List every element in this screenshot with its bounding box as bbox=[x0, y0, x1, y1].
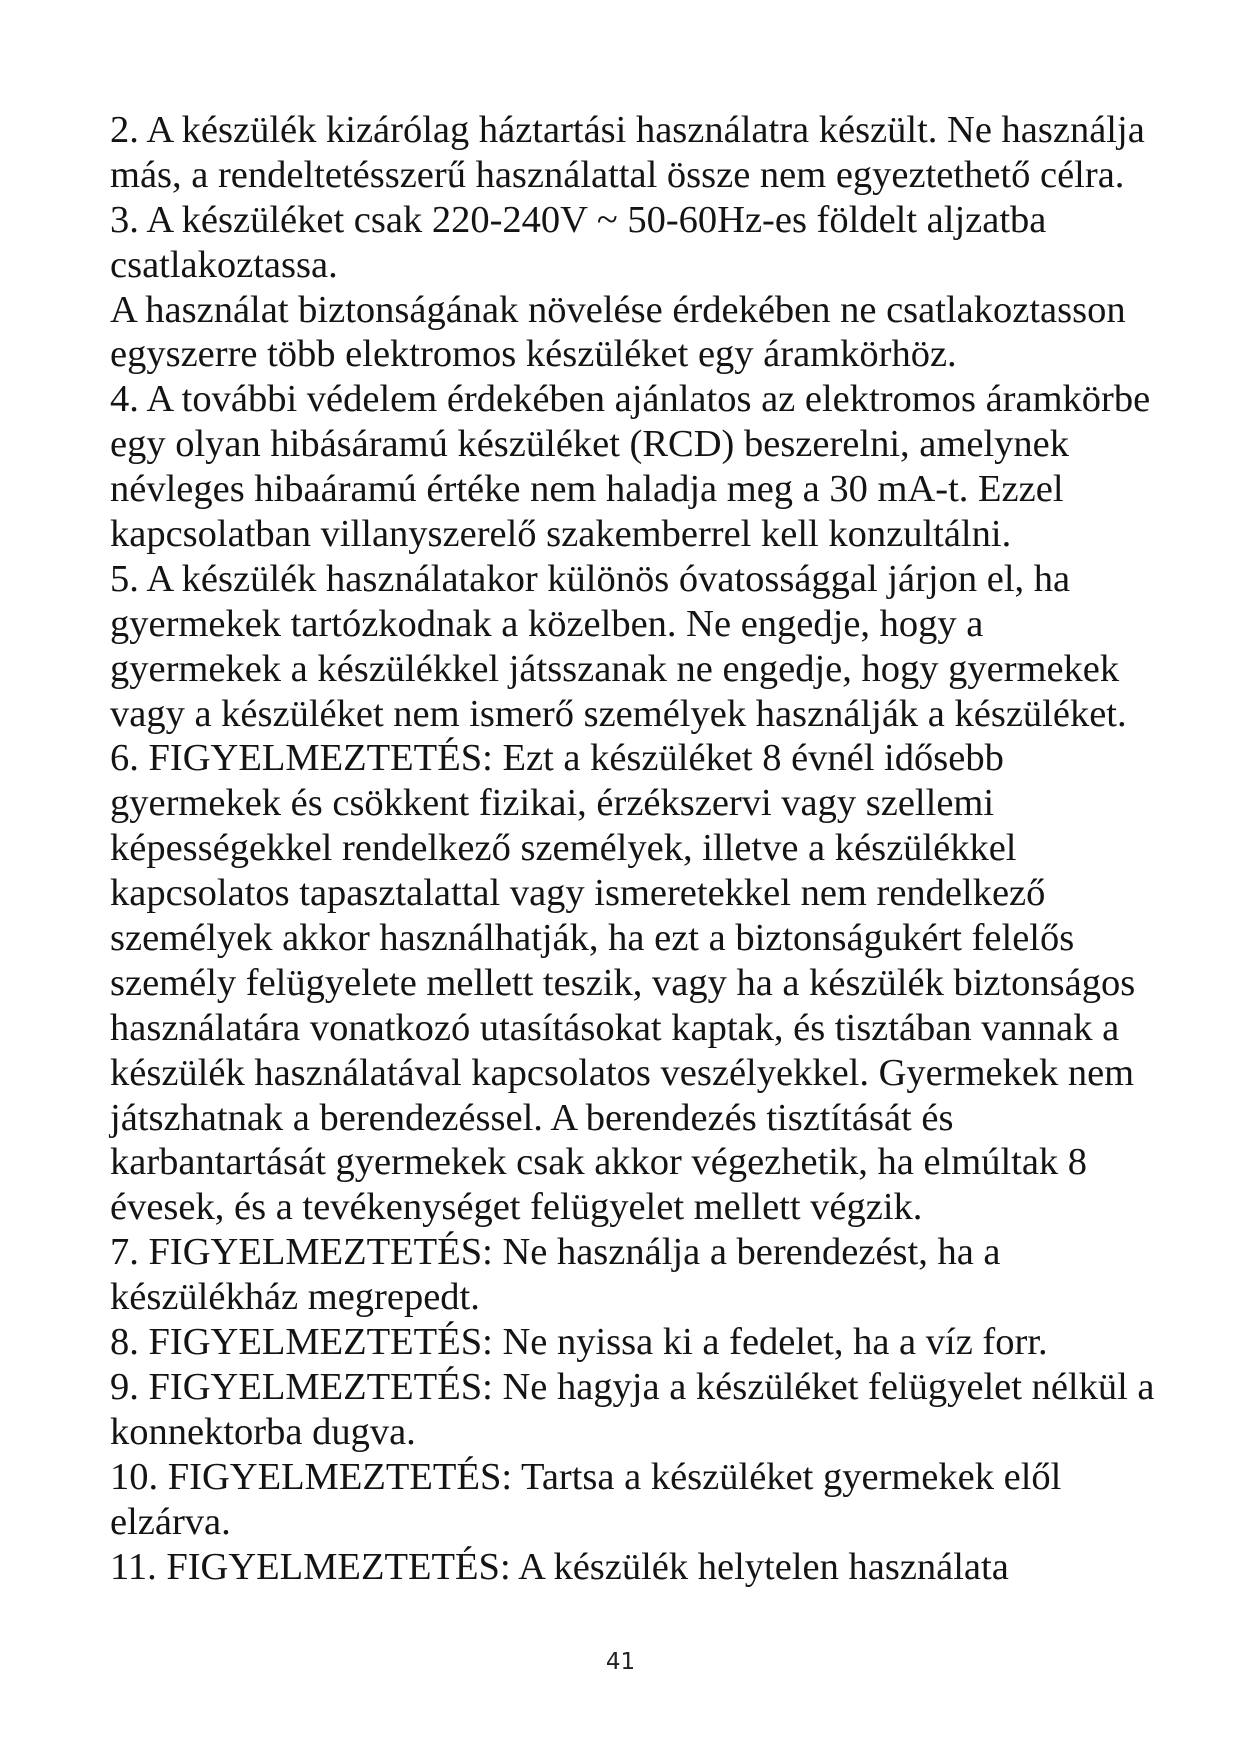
text-line-32: elzárva. bbox=[110, 1500, 231, 1543]
text-line-20: személy felügyelete mellett teszik, vagy ha a készülék biztonságos bbox=[110, 961, 1136, 1004]
text-line-22: készülék használatával kapcsolatos veszélyekkel. Gyermekek nem bbox=[110, 1051, 1135, 1094]
text-line-14: vagy a készüléket nem ismerő személyek használják a készüléket. bbox=[110, 692, 1127, 735]
text-line-30: konnektorba dugva. bbox=[110, 1410, 416, 1453]
text-line-33: 11. FIGYELMEZTETÉS: A készülék helytelen használata bbox=[110, 1545, 1009, 1588]
text-line-23: játszhatnak a berendezéssel. A berendezés tisztítását és bbox=[110, 1096, 954, 1139]
text-line-15: 6. FIGYELMEZTETÉS: Ezt a készüléket 8 évnél idősebb bbox=[110, 737, 1004, 780]
text-line-27: készülékház megrepedt. bbox=[110, 1276, 480, 1319]
text-line-1: 2. A készülék kizárólag háztartási használatra készült. Ne használja bbox=[110, 109, 1145, 151]
text-line-24: karbantartását gyermekek csak akkor végezhetik, ha elmúltak 8 bbox=[110, 1141, 1088, 1184]
text-line-13: gyermekek a készülékkel játsszanak ne engedje, hogy gyermekek bbox=[110, 647, 1120, 690]
text-line-3: 3. A készüléket csak 220-240V ~ 50-60Hz-es földelt aljzatba bbox=[110, 198, 1047, 241]
text-line-25: évesek, és a tevékenységet felügyelet mellett végzik. bbox=[110, 1186, 923, 1229]
text-line-26: 7. FIGYELMEZTETÉS: Ne használja a berendezést, ha a bbox=[110, 1231, 1001, 1274]
text-line-28: 8. FIGYELMEZTETÉS: Ne nyissa ki a fedelet, ha a víz forr. bbox=[110, 1321, 1048, 1364]
text-line-7: 4. A további védelem érdekében ajánlatos az elektromos áramkörbe bbox=[110, 378, 1151, 421]
text-line-16: gyermekek és csökkent fizikai, érzékszervi vagy szellemi bbox=[110, 782, 995, 825]
text-line-31: 10. FIGYELMEZTETÉS: Tartsa a készüléket gyermekek elől bbox=[110, 1455, 1062, 1498]
text-line-18: kapcsolatos tapasztalattal vagy ismeretekkel nem rendelkező bbox=[110, 872, 1046, 915]
text-line-4: csatlakoztassa. bbox=[110, 243, 338, 286]
text-line-11: 5. A készülék használatakor különös óvatossággal járjon el, ha bbox=[110, 557, 1071, 600]
text-line-6: egyszerre több elektromos készüléket egy áramkörhöz. bbox=[110, 333, 957, 376]
text-line-5: A használat biztonságának növelése érdekében ne csatlakoztasson bbox=[110, 288, 1126, 331]
text-line-21: használatára vonatkozó utasításokat kaptak, és tisztában vannak a bbox=[110, 1006, 1120, 1049]
page-number: 41 bbox=[605, 1649, 636, 1675]
text-line-17: képességekkel rendelkező személyek, illetve a készülékkel bbox=[110, 827, 1017, 870]
text-line-10: kapcsolatban villanyszerelő szakemberrel kell konzultálni. bbox=[110, 513, 1012, 556]
text-line-9: névleges hibaáramú értéke nem haladja meg a 30 mA-t. Ezzel bbox=[110, 468, 1064, 511]
text-line-2: más, a rendeltetésszerű használattal össze nem egyeztethető célra. bbox=[110, 153, 1125, 196]
text-line-19: személyek akkor használhatják, ha ezt a biztonságukért felelős bbox=[110, 917, 1075, 960]
text-line-12: gyermekek tartózkodnak a közelben. Ne engedje, hogy a bbox=[110, 602, 984, 645]
text-line-29: 9. FIGYELMEZTETÉS: Ne hagyja a készüléket felügyelet nélkül a bbox=[110, 1365, 1155, 1408]
text-line-8: egy olyan hibásáramú készüléket (RCD) beszerelni, amelynek bbox=[110, 423, 1069, 466]
body-text bbox=[110, 108, 1190, 1589]
